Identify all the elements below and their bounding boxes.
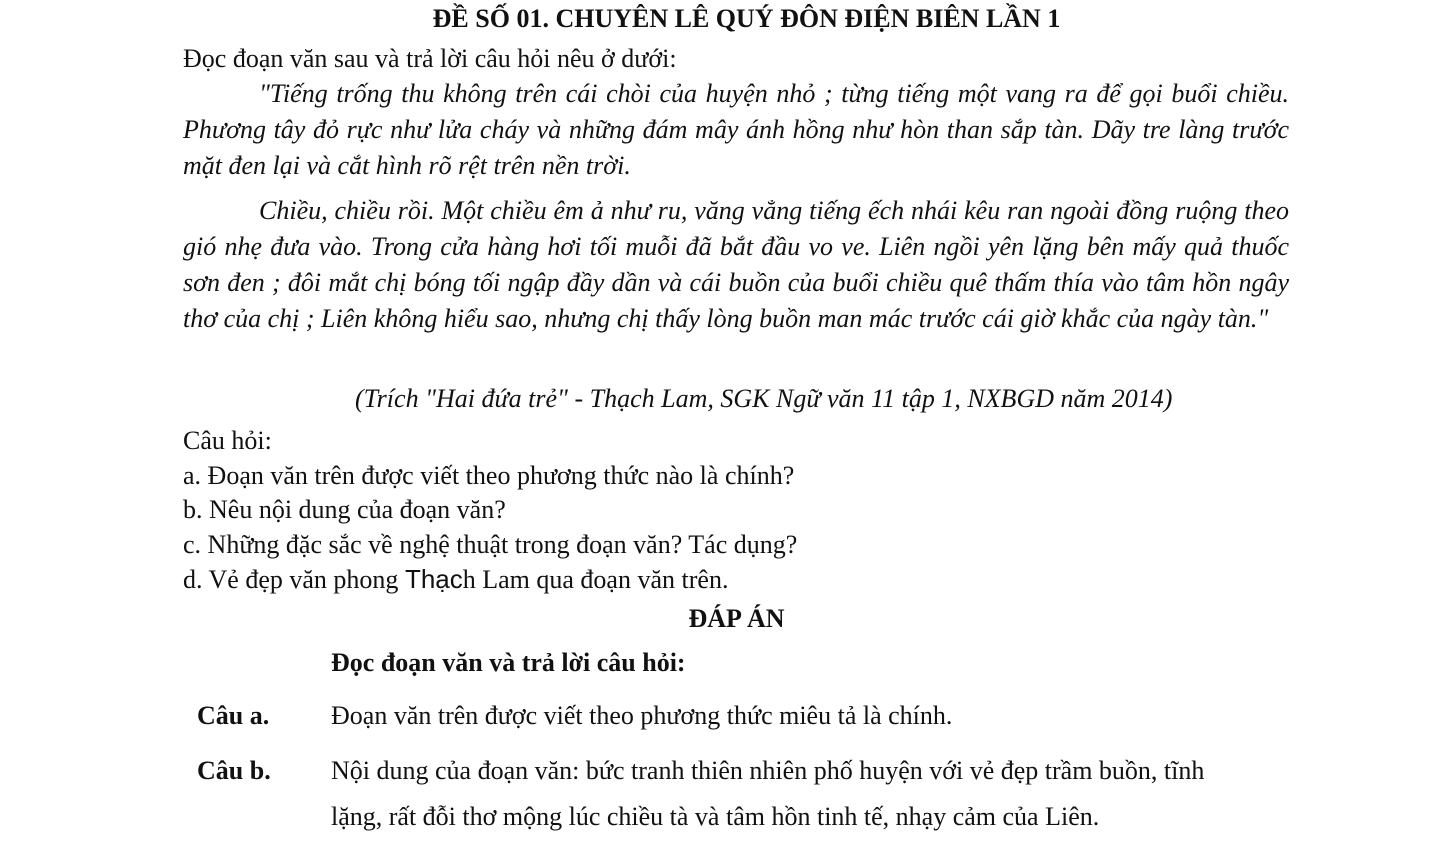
question-d-prefix: d. Vẻ đẹp văn phong [183, 565, 405, 594]
answer-a-text: Đoạn văn trên được viết theo phương thức miêu tả là chính. [331, 701, 953, 730]
answer-b-text-line-1: Nội dung của đoạn văn: bức tranh thiên nhiên phố huyện với vẻ đẹp trầm buồn, tĩnh [331, 756, 1205, 785]
passage-source: (Trích "Hai đứa trẻ" - Thạch Lam, SGK Ngữ văn 11 tập 1, NXBGD năm 2014) [355, 384, 1173, 413]
answer-b-label: Câu b. [197, 756, 271, 785]
answer-heading: ĐÁP ÁN [688, 604, 785, 633]
questions-heading: Câu hỏi: [183, 426, 272, 455]
passage-paragraph-1 [183, 76, 1289, 184]
passage-paragraph-2 [183, 193, 1289, 337]
passage-paragraph-2-text: Chiều, chiều rồi. Một chiều êm ả như ru, văng vẳng tiếng ếch nhái kêu ran ngoài đồng ruộng theo gió nhẹ đưa vào. Trong cửa hàng hơi tối muỗi đã bắt đầu vo ve. Liên ngồi yên lặng bên mấy quả thuốc sơn đen ; đôi mắt chị bóng tối ngập đầy dần và cái buồn của buổi chiều quê thấm thía vào tâm hồn ngây thơ của chị ; Liên không hiểu sao, nhưng chị thấy lòng buồn man mác trước cái giờ khắc của ngày tàn." [183, 196, 1289, 333]
question-a: a. Đoạn văn trên được viết theo phương thức nào là chính? [183, 461, 795, 490]
answer-subheading: Đọc đoạn văn và trả lời câu hỏi: [331, 648, 686, 677]
question-d-suffix: h Lam qua đoạn văn trên. [462, 565, 729, 594]
document-title: ĐỀ SỐ 01. CHUYÊN LÊ QUÝ ĐÔN ĐIỆN BIÊN LẦN 1 [432, 4, 1061, 33]
question-d [183, 564, 728, 595]
question-d-sans: Thạc [404, 564, 463, 594]
question-b: b. Nêu nội dung của đoạn văn? [183, 495, 506, 524]
answer-b-text-line-2: lặng, rất đỗi thơ mộng lúc chiều tà và tâm hồn tinh tế, nhạy cảm của Liên. [331, 802, 1100, 831]
passage-paragraph-1-text: "Tiếng trống thu không trên cái chòi của huyện nhỏ ; từng tiếng một vang ra để gọi buổi chiều. Phương tây đỏ rực như lửa cháy và những đám mây ánh hồng như hòn than sắp tàn. Dãy tre làng trước mặt đen lại và cắt hình rõ rệt trên nền trời. [183, 79, 1289, 180]
question-c: c. Những đặc sắc về nghệ thuật trong đoạn văn? Tác dụng? [183, 530, 798, 559]
reading-instruction: Đọc đoạn văn sau và trả lời câu hỏi nêu ở dưới: [183, 44, 677, 73]
answer-a-label: Câu a. [197, 701, 270, 730]
